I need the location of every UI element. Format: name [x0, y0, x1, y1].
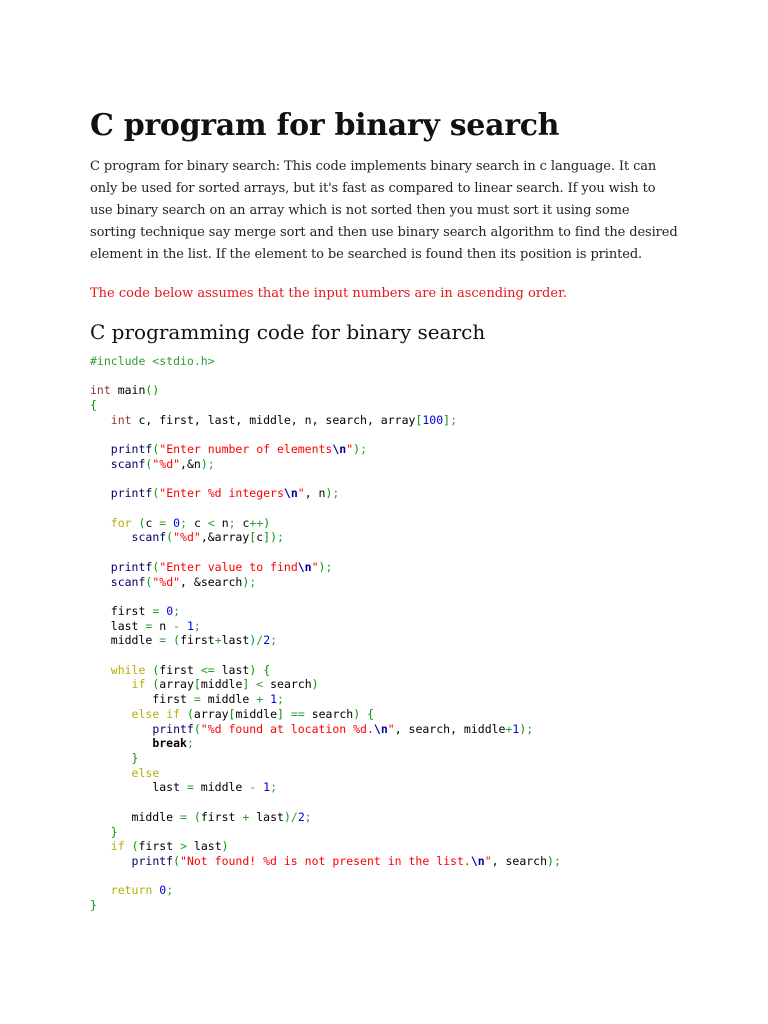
code-token: 100 — [422, 412, 444, 427]
code-token: () — [145, 383, 160, 398]
intro-paragraph: C program for binary search: This code implements binary search in c language. It can only be used for sorted arrays, but it's fast as compared to linear search. If you wish to use binary search on an array which is not sorted then you must sort it using some sorting technique say merge sort and then use binary search algorithm to find the desired element in the list. If the element to be searched is found then its position is printed. — [90, 159, 678, 262]
code-line — [90, 560, 678, 575]
code-token: ( — [193, 721, 201, 736]
code-line — [90, 383, 678, 398]
code-token: ( — [173, 853, 181, 868]
code-token: { — [90, 398, 97, 413]
code-line — [90, 501, 678, 516]
code-token: 2 — [297, 809, 305, 824]
code-token: = — [152, 603, 160, 618]
code-token: "%d" — [152, 456, 181, 471]
code-token: } — [131, 750, 139, 765]
code-token: == — [290, 706, 305, 721]
code-token: printf — [152, 721, 194, 736]
code-line — [90, 575, 678, 590]
code-token: < — [207, 515, 215, 530]
code-token: 1 — [263, 780, 271, 795]
code-line — [90, 663, 678, 678]
code-token: / — [256, 633, 264, 648]
page-title: C program for binary search — [90, 108, 560, 143]
code-token — [90, 677, 132, 691]
code-token: ( — [145, 574, 153, 589]
code-line — [90, 810, 678, 825]
code-token: ++ — [249, 515, 264, 530]
code-token: ( — [131, 839, 139, 854]
code-token — [180, 619, 187, 633]
code-token: ( — [138, 515, 146, 530]
code-token: - — [173, 618, 181, 633]
code-token: first — [159, 662, 201, 677]
code-token — [284, 707, 291, 721]
code-token: ,&n — [180, 456, 201, 471]
code-token: middle — [90, 633, 160, 648]
code-token: array — [193, 706, 229, 721]
code-token: else — [131, 706, 160, 721]
code-token: ] — [263, 530, 271, 545]
code-token: 1 — [512, 721, 520, 736]
code-line — [90, 457, 678, 472]
code-token: ] — [443, 412, 451, 427]
code-token: array — [159, 677, 194, 692]
code-token: } — [110, 824, 118, 839]
code-token: last — [214, 662, 250, 677]
code-token: ; — [325, 559, 333, 574]
code-token — [90, 854, 132, 868]
code-token: "%d found at location %d. — [200, 721, 374, 736]
code-token: else — [131, 765, 160, 780]
code-token: search — [304, 706, 354, 721]
code-token: if — [131, 677, 146, 692]
code-line — [90, 677, 678, 692]
code-token: middle — [200, 677, 243, 692]
code-token: ( — [152, 486, 160, 501]
code-token: , &search — [180, 574, 243, 589]
code-line — [90, 589, 678, 604]
code-token — [90, 883, 111, 897]
code-token: ) — [353, 442, 361, 457]
code-line — [90, 516, 678, 531]
code-token: first — [200, 809, 243, 824]
code-token: + — [256, 692, 264, 707]
code-token: ) — [311, 677, 319, 692]
code-token: first — [138, 839, 181, 854]
code-token: "%d" — [152, 574, 181, 589]
code-token: ; — [304, 809, 312, 824]
code-token: ( — [186, 706, 194, 721]
code-token: " — [346, 442, 354, 457]
code-token: \n — [373, 721, 388, 736]
code-token — [90, 560, 111, 574]
code-line — [90, 692, 678, 707]
code-token: = — [159, 633, 167, 648]
code-token: ] — [242, 677, 250, 692]
code-token: ; — [450, 412, 458, 427]
code-token: 1 — [186, 618, 194, 633]
code-token — [90, 722, 152, 736]
code-token: ( — [166, 530, 174, 545]
code-token: break — [152, 736, 187, 751]
code-token: > — [180, 839, 187, 854]
code-line — [90, 839, 678, 854]
code-line — [90, 413, 678, 428]
code-token — [90, 736, 152, 750]
code-token: scanf — [131, 530, 167, 545]
code-token: ( — [145, 456, 153, 471]
code-token — [132, 516, 139, 530]
code-token: "Enter value to find — [159, 559, 298, 574]
code-token: search — [263, 677, 312, 692]
code-line — [90, 707, 678, 722]
code-token: ) — [263, 515, 271, 530]
code-token — [90, 442, 111, 456]
code-token — [90, 663, 111, 677]
code-token: ) — [318, 559, 326, 574]
code-token: ( — [152, 442, 160, 457]
code-token: printf — [110, 486, 153, 501]
code-token — [187, 810, 194, 824]
code-token: "Not found! %d is not present in the list. — [180, 853, 471, 868]
code-heading: C programming code for binary search — [90, 320, 486, 344]
code-line — [90, 369, 678, 384]
code-token: ; — [180, 515, 188, 530]
code-token: - — [249, 780, 257, 795]
code-token: ) — [249, 662, 257, 677]
code-line — [90, 619, 678, 634]
code-token — [125, 839, 132, 853]
code-token: " — [311, 559, 319, 574]
code-token: = — [145, 618, 153, 633]
code-token: ) — [547, 853, 554, 868]
code-token — [90, 530, 132, 544]
code-token: \n — [297, 559, 312, 574]
code-token — [90, 413, 111, 427]
code-token: ; — [277, 530, 284, 545]
code-token: + — [505, 721, 513, 736]
code-token — [90, 575, 111, 589]
code-line — [90, 854, 678, 869]
code-token: ; — [186, 736, 194, 751]
code-token: 0 — [159, 883, 167, 898]
code-token: last — [249, 809, 284, 824]
code-token: printf — [110, 442, 153, 457]
code-token: [ — [249, 530, 257, 545]
code-token: first — [90, 603, 153, 618]
code-token: + — [242, 809, 250, 824]
code-token: = — [193, 692, 201, 707]
ascending-order-note: The code below assumes that the input numbers are in ascending order. — [90, 286, 567, 301]
code-token: " — [387, 721, 395, 736]
code-token: , n — [304, 486, 326, 501]
code-token — [90, 707, 132, 721]
code-token: n — [214, 515, 229, 530]
code-line — [90, 648, 678, 663]
code-token: \n — [470, 853, 485, 868]
code-token: ; — [270, 780, 278, 795]
code-token: if — [110, 839, 125, 854]
code-token: last — [90, 780, 187, 795]
code-token: while — [110, 662, 146, 677]
code-token: ) — [519, 721, 527, 736]
code-token: ,&array — [200, 530, 250, 545]
code-line — [90, 486, 678, 501]
code-token: if — [166, 706, 181, 721]
code-token: ; — [277, 692, 284, 707]
code-line — [90, 780, 678, 795]
code-token — [180, 707, 187, 721]
code-token: int — [90, 383, 111, 398]
code-token: last — [187, 839, 222, 854]
code-token: last — [221, 633, 250, 648]
code-token: ; — [249, 574, 257, 589]
code-token: ) — [249, 633, 257, 648]
code-token: ( — [152, 662, 160, 677]
code-token: { — [263, 662, 271, 677]
code-token: c, first, last, middle, n, search, array — [131, 412, 416, 427]
code-token: ; — [526, 721, 534, 736]
code-token: c — [145, 515, 160, 530]
code-token: " — [484, 853, 492, 868]
code-token: ; — [553, 853, 561, 868]
code-token: c — [256, 530, 264, 545]
code-token: [ — [415, 412, 423, 427]
code-token — [90, 516, 111, 530]
code-token: ) — [283, 809, 291, 824]
code-token: < — [256, 677, 264, 692]
code-line — [90, 633, 678, 648]
code-line — [90, 545, 678, 560]
code-token: ) — [325, 486, 333, 501]
code-line — [90, 398, 678, 413]
code-token: c — [187, 515, 208, 530]
code-line — [90, 751, 678, 766]
code-token: for — [110, 515, 132, 530]
code-token: printf — [110, 559, 153, 574]
code-token: { — [367, 706, 375, 721]
code-token: ) — [221, 839, 229, 854]
code-token: ) — [353, 706, 361, 721]
code-line — [90, 428, 678, 443]
code-token: ( — [152, 677, 160, 692]
code-token: = — [180, 809, 187, 824]
code-token: return — [110, 883, 153, 898]
code-token: " — [297, 486, 305, 501]
code-token: middle — [90, 809, 181, 824]
code-line — [90, 898, 678, 913]
code-line — [90, 442, 678, 457]
code-token: n — [152, 618, 174, 633]
code-token: 1 — [270, 692, 277, 707]
code-token — [90, 825, 111, 839]
code-token — [90, 766, 132, 780]
code-line — [90, 883, 678, 898]
code-token: printf — [131, 853, 174, 868]
code-token: \n — [332, 442, 347, 457]
code-token: = — [159, 515, 167, 530]
code-token: ] — [277, 706, 284, 721]
code-line — [90, 795, 678, 810]
code-line — [90, 736, 678, 751]
code-token: , search, middle — [394, 721, 506, 736]
code-token: ( — [193, 809, 201, 824]
code-token: ; — [228, 515, 236, 530]
code-token: + — [214, 633, 222, 648]
code-token: [ — [228, 706, 236, 721]
code-token: ; — [332, 486, 340, 501]
code-block — [90, 354, 678, 913]
code-line — [90, 722, 678, 737]
code-token: = — [186, 780, 194, 795]
code-line — [90, 869, 678, 884]
code-token — [90, 486, 111, 500]
code-token: 2 — [263, 633, 271, 648]
code-token: ; — [193, 618, 201, 633]
code-token: first — [90, 692, 194, 707]
code-token: ; — [173, 603, 181, 618]
code-token: ; — [270, 633, 278, 648]
code-line — [90, 354, 678, 369]
code-token — [90, 839, 111, 853]
code-token: [ — [193, 677, 201, 692]
code-token: main — [110, 383, 146, 398]
code-token: ; — [360, 442, 368, 457]
code-line — [90, 766, 678, 781]
code-token: first — [180, 633, 215, 648]
code-token: int — [110, 412, 132, 427]
code-token: middle — [193, 780, 250, 795]
code-token: "Enter %d integers — [159, 486, 284, 501]
code-token: ( — [173, 633, 181, 648]
code-token: ) — [200, 456, 208, 471]
code-token: ; — [207, 456, 215, 471]
code-token: c — [235, 515, 250, 530]
code-token: } — [90, 898, 97, 913]
code-token: middle — [200, 692, 257, 707]
code-token: ; — [166, 883, 174, 898]
code-token: "Enter number of elements — [159, 442, 333, 457]
code-token: 0 — [173, 515, 181, 530]
code-token: <= — [200, 662, 215, 677]
code-token: last — [90, 618, 146, 633]
code-token: ( — [152, 559, 160, 574]
code-token: "%d" — [173, 530, 201, 545]
code-line — [90, 472, 678, 487]
code-token: ) — [270, 530, 278, 545]
code-token: middle — [235, 706, 278, 721]
code-line — [90, 530, 678, 545]
code-token — [90, 751, 132, 765]
code-token: \n — [283, 486, 298, 501]
code-token: , search — [491, 853, 548, 868]
code-token: / — [290, 809, 298, 824]
code-line — [90, 825, 678, 840]
code-token: ) — [242, 574, 250, 589]
code-token: scanf — [110, 456, 146, 471]
code-token: 0 — [166, 603, 174, 618]
code-token — [90, 457, 111, 471]
code-token: scanf — [110, 574, 146, 589]
code-line — [90, 604, 678, 619]
code-token: #include <stdio.h> — [90, 354, 215, 368]
